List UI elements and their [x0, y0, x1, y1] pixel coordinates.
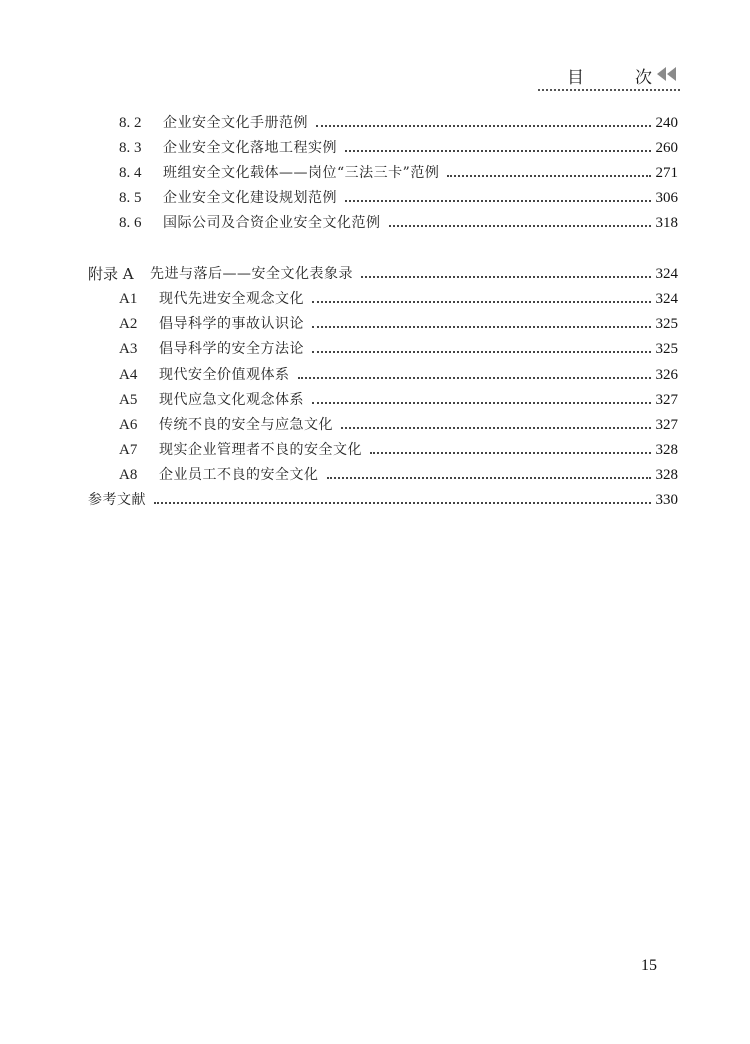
item-number: A7 [119, 442, 138, 458]
dot-leader [312, 350, 651, 353]
item-number: A3 [119, 341, 138, 357]
page-ref: 306 [655, 190, 678, 206]
toc-entry-a6[interactable] [119, 412, 678, 434]
dot-leader [154, 501, 651, 504]
item-number: A5 [119, 392, 138, 408]
dot-leader [345, 199, 651, 202]
item-title: 现代安全价值观体系 [159, 367, 290, 383]
toc-entry-a1[interactable] [119, 286, 678, 308]
item-title: 现代应急文化观念体系 [159, 392, 304, 408]
page-ref: 324 [655, 291, 678, 307]
dot-leader [298, 376, 651, 379]
item-number: A6 [119, 417, 138, 433]
item-number: A2 [119, 316, 138, 332]
section-number: 8. 3 [119, 140, 142, 156]
dot-leader [312, 325, 651, 328]
page-ref: 327 [655, 392, 678, 408]
section-title: 企业安全文化落地工程实例 [163, 140, 337, 156]
page-ref: 271 [655, 165, 678, 181]
page-ref: 328 [655, 467, 678, 483]
toc-entry-appendix-a[interactable] [88, 261, 678, 283]
header-title-char-2: 次 [635, 68, 652, 88]
toc-entry-8-3[interactable] [119, 135, 678, 157]
page-ref: 326 [655, 367, 678, 383]
section-number: 8. 5 [119, 190, 142, 206]
dot-leader [327, 476, 651, 479]
dot-leader [312, 300, 651, 303]
running-header [538, 62, 680, 86]
dot-leader [316, 124, 651, 127]
header-title-char-1: 目 [567, 68, 584, 88]
toc-entry-a8[interactable] [119, 462, 678, 484]
page-ref: 327 [655, 417, 678, 433]
section-number: 8. 6 [119, 215, 142, 231]
section-title: 国际公司及合资企业安全文化范例 [163, 215, 381, 231]
page-ref: 324 [655, 266, 678, 282]
page-ref: 328 [655, 442, 678, 458]
page-ref: 325 [655, 341, 678, 357]
toc-entry-a2[interactable] [119, 311, 678, 333]
item-title: 现代先进安全观念文化 [159, 291, 304, 307]
appendix-number: 附录 A [88, 265, 134, 283]
appendix-title: 先进与落后——安全文化表象录 [150, 266, 353, 282]
item-number: A1 [119, 291, 138, 307]
header-dotted-rule [538, 89, 680, 91]
section-number: 8. 4 [119, 165, 142, 181]
toc-entry-references[interactable] [88, 487, 678, 509]
section-title: 企业安全文化建设规划范例 [163, 190, 337, 206]
page-number: 15 [641, 957, 657, 974]
toc-entry-8-2[interactable] [119, 110, 678, 132]
item-title: 倡导科学的事故认识论 [159, 316, 304, 332]
page-ref: 260 [655, 140, 678, 156]
page-ref: 240 [655, 115, 678, 131]
page-ref: 330 [655, 492, 678, 508]
dot-leader [312, 401, 651, 404]
dot-leader [345, 149, 651, 152]
page-ref: 318 [655, 215, 678, 231]
page-ref: 325 [655, 316, 678, 332]
item-number: A8 [119, 467, 138, 483]
item-title: 现实企业管理者不良的安全文化 [159, 442, 362, 458]
item-title: 企业员工不良的安全文化 [159, 467, 319, 483]
dot-leader [389, 224, 651, 227]
toc-entry-8-6[interactable] [119, 210, 678, 232]
item-title: 倡导科学的安全方法论 [159, 341, 304, 357]
section-title: 班组安全文化载体——岗位“三法三卡”范例 [163, 165, 440, 181]
toc-entry-a3[interactable] [119, 336, 678, 358]
section-title: 企业安全文化手册范例 [163, 115, 308, 131]
toc-entry-a5[interactable] [119, 387, 678, 409]
section-number: 8. 2 [119, 115, 142, 131]
item-title: 传统不良的安全与应急文化 [159, 417, 333, 433]
toc-entry-a4[interactable] [119, 362, 678, 384]
double-left-triangle-icon [656, 66, 678, 82]
item-number: A4 [119, 367, 138, 383]
toc-entry-8-4[interactable] [119, 160, 678, 182]
references-title: 参考文献 [88, 492, 146, 508]
dot-leader [361, 275, 651, 278]
toc-entry-8-5[interactable] [119, 185, 678, 207]
dot-leader [341, 426, 651, 429]
dot-leader [447, 174, 650, 177]
dot-leader [370, 451, 651, 454]
toc-entry-a7[interactable] [119, 437, 678, 459]
